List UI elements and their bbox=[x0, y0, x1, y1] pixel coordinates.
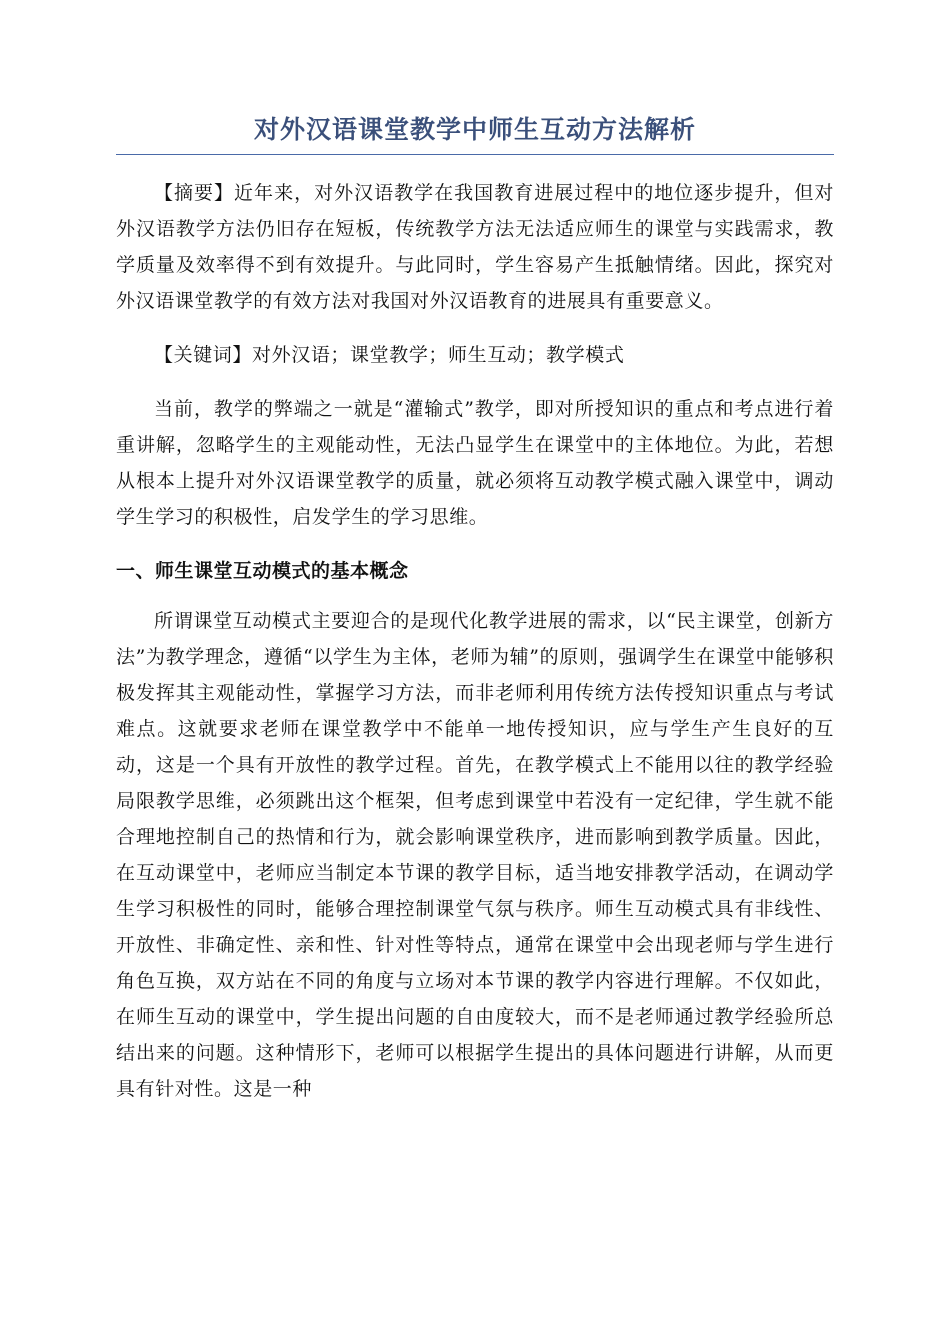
keywords-paragraph bbox=[116, 337, 834, 373]
title-underline bbox=[116, 154, 834, 155]
keywords-text: 对外汉语；课堂教学；师生互动；教学模式 bbox=[252, 344, 625, 366]
section-heading: 一、师生课堂互动模式的基本概念 bbox=[116, 560, 409, 582]
abstract-paragraph bbox=[116, 175, 834, 319]
keywords-label: 【关键词】 bbox=[154, 344, 253, 366]
document-page bbox=[116, 112, 834, 1125]
abstract-label: 【摘要】 bbox=[154, 182, 235, 204]
abstract-text: 近年来，对外汉语教学在我国教育进展过程中的地位逐步提升，但对外汉语教学方法仍旧存在短板，传统教学方法无法适应师生的课堂与实践需求，教学质量及效率得不到有效提升。与此同时，学生容易产生抵触情绪。因此，探究对外汉语课堂教学的有效方法对我国对外汉语教育的进展具有重要意义。 bbox=[116, 182, 834, 312]
document-title: 对外汉语课堂教学中师生互动方法解析 bbox=[253, 115, 696, 144]
intro-paragraph: 当前，教学的弊端之一就是“灌输式”教学，即对所授知识的重点和考点进行着重讲解，忽略学生的主观能动性，无法凸显学生在课堂中的主体地位。为此，若想从根本上提升对外汉语课堂教学的质量，就必须将互动教学模式融入课堂中，调动学生学习的积极性，启发学生的学习思维。 bbox=[116, 398, 834, 528]
section-body-paragraph: 所谓课堂互动模式主要迎合的是现代化教学进展的需求，以“民主课堂，创新方法”为教学理念，遵循“以学生为主体，老师为辅”的原则，强调学生在课堂中能够积极发挥其主观能动性，掌握学习方法，而非老师利用传统方法传授知识重点与考试难点。这就要求老师在课堂教学中不能单一地传授知识，应与学生产生良好的互动，这是一个具有开放性的教学过程。首先，在教学模式上不能用以往的教学经验局限教学思维，必须跳出这个框架，但考虑到课堂中若没有一定纪律，学生就不能合理地控制自己的热情和行为，就会影响课堂秩序，进而影响到教学质量。因此，在互动课堂中，老师应当制定本节课的教学目标，适当地安排教学活动，在调动学生学习积极性的同时，能够合理控制课堂气氛与秩序。师生互动模式具有非线性、开放性、非确定性、亲和性、针对性等特点，通常在课堂中会出现老师与学生进行角色互换，双方站在不同的角度与立场对本节课的教学内容进行理解。不仅如此，在师生互动的课堂中，学生提出问题的自由度较大，而不是老师通过教学经验所总结出来的问题。这种情形下，老师可以根据学生提出的具体问题进行讲解，从而更具有针对性。这是一种 bbox=[116, 610, 834, 1100]
